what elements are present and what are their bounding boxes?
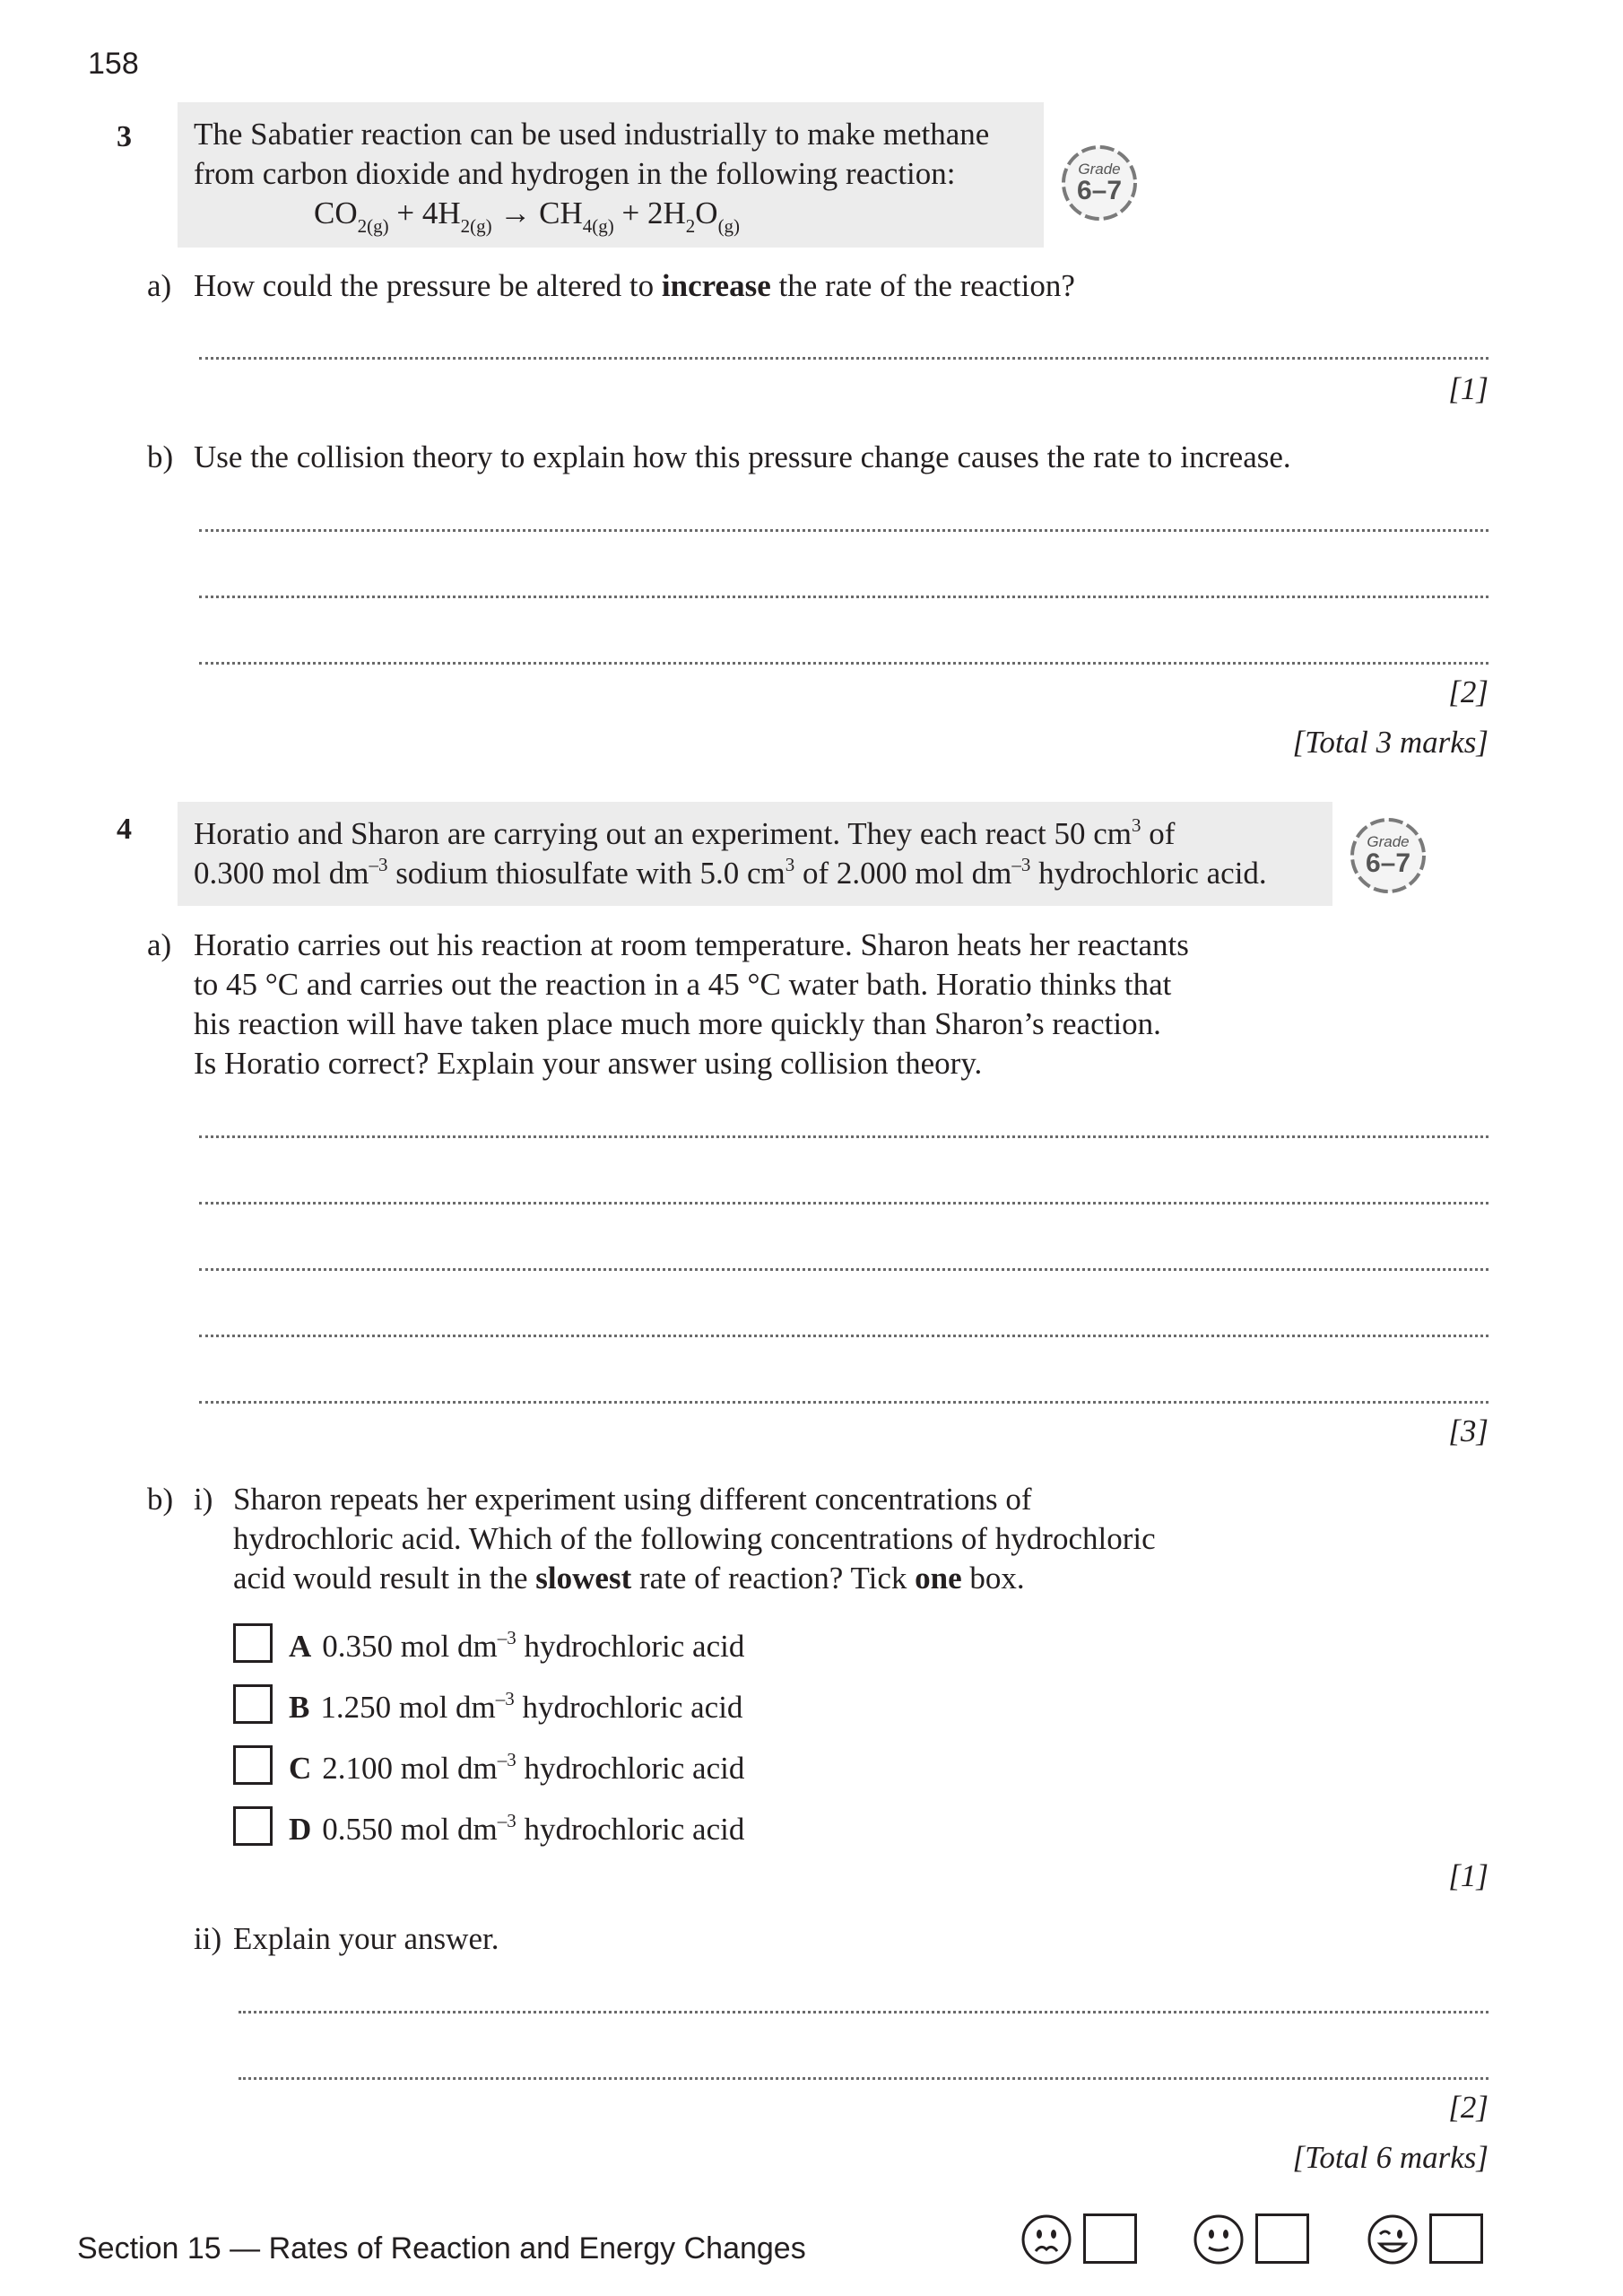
option-a-rest: hydrochloric acid — [516, 1629, 745, 1664]
q3b-answer-line-2[interactable] — [199, 596, 1488, 598]
q4-intro-line2-sup3: –3 — [1011, 854, 1031, 875]
option-c-letter: C — [289, 1751, 312, 1786]
q4a-answer-line-4[interactable] — [199, 1335, 1488, 1337]
option-b — [289, 1688, 742, 1727]
eq-sub-3: 4(g) — [582, 215, 614, 237]
option-c-checkbox[interactable] — [233, 1745, 273, 1785]
neutral-checkbox[interactable] — [1255, 2213, 1309, 2264]
q4bii-answer-line-2[interactable] — [239, 2077, 1488, 2080]
option-c-value: 2.100 mol dm — [322, 1751, 498, 1786]
option-d-checkbox[interactable] — [233, 1806, 273, 1846]
q4bii-text: Explain your answer. — [233, 1921, 499, 1956]
grade-badge-icon — [1345, 813, 1431, 899]
q4bi-line3-d: one — [915, 1561, 962, 1596]
eq-sub-5: (g) — [717, 215, 741, 237]
q4-intro-line2-sup1: –3 — [369, 854, 388, 875]
q4-intro-line1-sup: 3 — [1132, 814, 1141, 836]
option-c — [289, 1749, 744, 1788]
q4-intro-line2-c: of 2.000 mol dm — [794, 856, 1012, 891]
eq-co: CO — [314, 196, 358, 230]
q4-intro-box — [178, 802, 1332, 906]
eq-o: O — [695, 196, 718, 230]
q4a-line4: Is Horatio correct? Explain your answer using collision theory. — [194, 1046, 983, 1081]
q3a-text-post: the rate of the reaction? — [770, 268, 1075, 303]
q3a-label: a) — [147, 268, 172, 303]
q3a-answer-line[interactable] — [199, 357, 1488, 360]
q4-intro-line2-sup2: 3 — [785, 854, 795, 875]
q4bii-label: ii) — [194, 1921, 222, 1956]
option-b-checkbox[interactable] — [233, 1684, 273, 1724]
q4bi-mark: [1] — [1448, 1858, 1488, 1893]
option-b-letter: B — [289, 1690, 310, 1725]
q3a-text-bold: increase — [661, 268, 771, 303]
grade-range: 6–7 — [1076, 176, 1123, 205]
grade-badge-icon — [1056, 140, 1142, 226]
q4-intro-line2-a: 0.300 mol dm — [194, 856, 369, 891]
eq-sub-2: 2(g) — [460, 215, 492, 237]
option-b-value: 1.250 mol dm — [320, 1690, 496, 1725]
q4a-answer-line-3[interactable] — [199, 1268, 1488, 1271]
q3-intro-line1: The Sabatier reaction can be used industrially to make methane — [194, 117, 990, 152]
option-d-value: 0.550 mol dm — [322, 1812, 498, 1847]
q3b-answer-line-3[interactable] — [199, 662, 1488, 665]
option-a-checkbox[interactable] — [233, 1623, 273, 1663]
option-a — [289, 1627, 744, 1666]
footer-section-title: Section 15 — Rates of Reaction and Energy Changes — [77, 2231, 806, 2266]
q4-intro-line2-b: sodium thiosulfate with 5.0 cm — [387, 856, 785, 891]
q4a-answer-line-1[interactable] — [199, 1135, 1488, 1138]
option-b-rest: hydrochloric acid — [514, 1690, 743, 1725]
q4-intro-line1 — [194, 814, 1175, 854]
eq-ch: → CH — [491, 196, 583, 230]
q4bi-line3-b: slowest — [535, 1561, 632, 1596]
option-c-rest: hydrochloric acid — [516, 1751, 745, 1786]
eq-sub-4: 2 — [685, 215, 696, 237]
option-d-sup: –3 — [497, 1810, 516, 1831]
sad-face-icon — [1020, 2213, 1072, 2266]
q3a-text — [194, 266, 1075, 306]
grade-range: 6–7 — [1365, 848, 1411, 878]
q4bi-line3-a: acid would result in the — [233, 1561, 536, 1596]
option-a-sup: –3 — [497, 1627, 516, 1648]
option-a-letter: A — [289, 1629, 312, 1664]
q4-total: [Total 6 marks] — [1292, 2140, 1488, 2175]
option-d-letter: D — [289, 1812, 312, 1847]
option-c-sup: –3 — [497, 1749, 516, 1770]
option-d — [289, 1810, 744, 1849]
eq-sub-1: 2(g) — [357, 215, 389, 237]
q4a-answer-line-5[interactable] — [199, 1401, 1488, 1404]
sad-checkbox[interactable] — [1083, 2213, 1137, 2264]
grade-word: Grade — [1078, 161, 1121, 178]
q4b-label: b) — [147, 1482, 174, 1517]
q3a-text-pre: How could the pressure be altered to — [194, 268, 662, 303]
q4-number: 4 — [117, 813, 132, 846]
q4bi-line3-c: rate of reaction? Tick — [631, 1561, 916, 1596]
eq-h: + 2H — [613, 196, 686, 230]
happy-face-icon — [1367, 2213, 1419, 2266]
option-a-value: 0.350 mol dm — [322, 1629, 498, 1664]
q4a-line3: his reaction will have taken place much more quickly than Sharon’s reaction. — [194, 1006, 1161, 1041]
q3b-text: Use the collision theory to explain how this pressure change causes the rate to increase. — [194, 439, 1291, 474]
q4a-label: a) — [147, 927, 172, 962]
neutral-face-icon — [1193, 2213, 1245, 2266]
q4bii-mark: [2] — [1448, 2090, 1488, 2125]
q4bi-line1: Sharon repeats her experiment using different concentrations of — [233, 1482, 1032, 1517]
option-d-rest: hydrochloric acid — [516, 1812, 745, 1847]
q3b-answer-line-1[interactable] — [199, 529, 1488, 532]
q3a-mark: [1] — [1448, 371, 1488, 406]
q4-intro-line1-pre: Horatio and Sharon are carrying out an experiment. They each react 50 cm — [194, 816, 1133, 851]
grade-word: Grade — [1367, 833, 1410, 850]
q4bi-label: i) — [194, 1482, 213, 1517]
q4bi-line3 — [233, 1559, 1025, 1598]
q4a-mark: [3] — [1448, 1413, 1488, 1448]
q4a-line1: Horatio carries out his reaction at room temperature. Sharon heats her reactants — [194, 927, 1189, 962]
page-number: 158 — [88, 47, 139, 81]
q3-number: 3 — [117, 120, 132, 153]
q4bii-answer-line-1[interactable] — [239, 2011, 1488, 2013]
happy-checkbox[interactable] — [1429, 2213, 1483, 2264]
q4bi-line3-e: box. — [961, 1561, 1025, 1596]
q3-intro-box — [178, 102, 1044, 248]
q3b-label: b) — [147, 439, 174, 474]
q3-intro-line2: from carbon dioxide and hydrogen in the following reaction: — [194, 156, 956, 191]
q4-intro-line2 — [194, 854, 1267, 893]
q3b-mark: [2] — [1448, 674, 1488, 709]
option-b-sup: –3 — [495, 1688, 515, 1709]
q4a-line2: to 45 °C and carries out the reaction in a 45 °C water bath. Horatio thinks that — [194, 967, 1172, 1002]
q4a-answer-line-2[interactable] — [199, 1202, 1488, 1205]
q3-total: [Total 3 marks] — [1292, 725, 1488, 760]
q4bi-line2: hydrochloric acid. Which of the following concentrations of hydrochloric — [233, 1521, 1156, 1556]
q4-intro-line1-post: of — [1141, 816, 1176, 851]
eq-h2: + 4H — [388, 196, 461, 230]
q4-intro-line2-d: hydrochloric acid. — [1030, 856, 1267, 891]
q3-equation — [314, 196, 741, 237]
